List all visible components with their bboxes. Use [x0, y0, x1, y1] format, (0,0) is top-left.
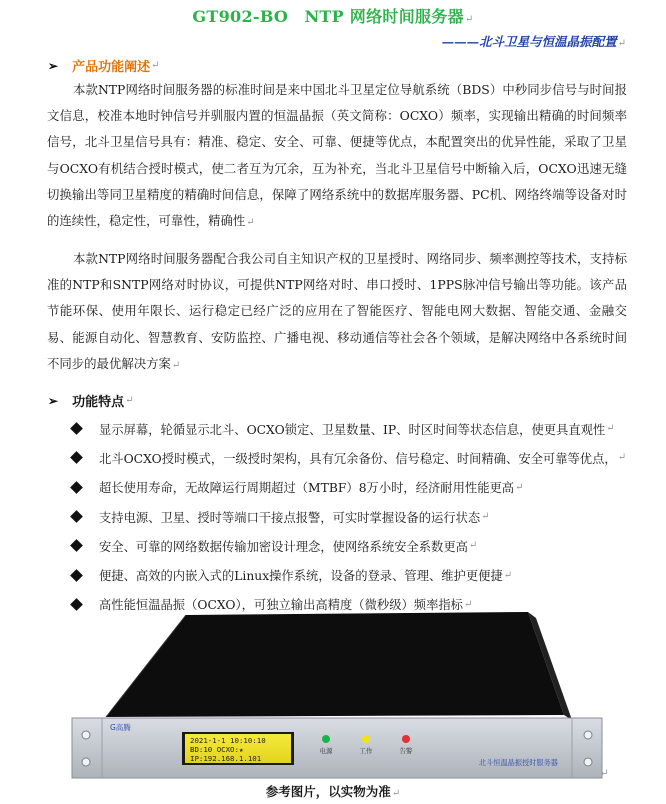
alarm-led-label: 告警 — [399, 747, 413, 755]
feature-text: 超长使用寿命，无故障运行周期超过（MTBF）8万小时，经济耐用性能更高 — [99, 481, 515, 496]
feature-text: 高性能恒温晶振（OCXO），可独立输出高精度（微秒级）频率指标 — [99, 598, 463, 613]
list-item — [70, 560, 626, 589]
paragraph-mark-icon: ↵ — [464, 14, 474, 25]
paragraph-mark-icon: ↵ — [617, 38, 626, 49]
diamond-bullet-icon — [70, 598, 83, 611]
alarm-led-icon — [402, 735, 410, 743]
features-heading-text: 功能特点 — [72, 395, 125, 410]
paragraph-mark-icon: ↵ — [600, 768, 609, 779]
rack-hole-icon — [82, 731, 90, 739]
caption-text: 参考图片，以实物为准 — [265, 784, 391, 799]
paragraph-mark-icon: ↵ — [503, 569, 513, 581]
feature-list — [70, 414, 626, 619]
device-photo — [66, 612, 609, 782]
diamond-bullet-icon — [70, 539, 83, 552]
list-item — [70, 473, 626, 502]
paragraph-mark-icon: ↵ — [617, 452, 627, 464]
paragraph-intro-text: 本款NTP网络时间服务器的标准时间是来中国北斗卫星定位导航系统（BDS）中秒同步信号与时间报文信息，校准本地时钟信号并驯服内置的恒温晶振（英文简称：OCXO）频率，实现输出精确的时间频率信号，北斗卫星信号具有：精准、稳定、安全、可靠、便捷等优点，本配置突出的优异性能，采取了卫星与OCXO有机结合授时模式，使二者互为冗余，互为补充，当北斗卫星信号中断输入后，OCXO迅速无缝切换输出等同卫星精度的精确时间信息，保障了网络系统中的数据库服务器、PC机、网络终端等设备对时的连续性，稳定性，可靠性，精确性 — [47, 82, 627, 229]
work-led-icon — [362, 735, 370, 743]
lcd-line-1: 2021-1-1 10:10:10 — [190, 736, 266, 745]
diamond-bullet-icon — [70, 481, 83, 494]
paragraph-mark-icon: ↵ — [171, 359, 181, 371]
rack-hole-icon — [584, 731, 592, 739]
paragraph-mark-icon: ↵ — [515, 481, 524, 493]
diamond-bullet-icon — [70, 510, 83, 523]
power-led-label: 电源 — [319, 747, 333, 755]
feature-text: 便捷、高效的内嵌入式的Linux操作系统，设备的登录、管理、维护更便捷 — [99, 569, 503, 584]
brand-logo: G高腾 — [110, 723, 131, 732]
lcd-line-3: IP:192.168.1.101 — [190, 754, 262, 763]
feature-text: 显示屏幕，轮循显示北斗、OCXO锁定、卫星数量、IP、时区时间等状态信息，使更具直观性 — [99, 422, 606, 437]
section-heading-features — [48, 391, 133, 410]
subtitle-text: ———北斗卫星与恒温晶振配置 — [441, 34, 617, 49]
feature-text: 安全、可靠的网络数据传输加密设计理念，使网络系统安全系数更高 — [99, 539, 468, 554]
figure-caption — [0, 782, 666, 800]
feature-text: 支持电源、卫星、授时等端口干接点报警，可实时掌握设备的运行状态 — [99, 510, 481, 525]
list-item — [70, 502, 626, 531]
overview-heading-text: 产品功能阐述 — [72, 60, 151, 75]
page-subtitle — [442, 32, 626, 50]
paragraph-mark-icon: ↵ — [468, 540, 478, 552]
diamond-bullet-icon — [70, 452, 83, 465]
front-panel — [72, 718, 602, 778]
paragraph-mark-icon: ↵ — [125, 395, 134, 406]
paragraph-mark-icon: ↵ — [391, 788, 401, 799]
diamond-bullet-icon — [70, 422, 83, 435]
paragraph-mark-icon: ↵ — [151, 60, 160, 71]
paragraph-mark-icon: ↵ — [463, 598, 473, 610]
feature-text: 北斗OCXO授时模式，一级授时架构，具有冗余备份、信号稳定、时间精确、安全可靠等优点， — [99, 451, 617, 466]
rack-hole-icon — [82, 758, 90, 766]
lcd-line-2: BD:10 OCXO:★ — [190, 745, 244, 754]
title-text: GT902-BO NTP 网络时间服务器 — [192, 7, 464, 26]
chassis-top — [106, 612, 564, 717]
device-product-name: 北斗恒温晶振授时服务器 — [478, 758, 558, 767]
paragraph-mark-icon: ↵ — [606, 423, 615, 435]
power-led-icon — [322, 735, 330, 743]
page-title — [0, 4, 666, 27]
paragraph-applications — [47, 246, 627, 379]
diamond-bullet-icon — [70, 569, 83, 582]
list-item — [70, 531, 626, 560]
arrow-bullet-icon: ➢ — [48, 58, 59, 73]
list-item — [70, 443, 626, 472]
list-item — [70, 414, 626, 443]
paragraph-intro — [47, 77, 627, 236]
rack-hole-icon — [584, 758, 592, 766]
paragraph-mark-icon: ↵ — [246, 217, 255, 229]
section-heading-overview — [48, 56, 159, 75]
paragraph-applications-text: 本款NTP网络时间服务器配合我公司自主知识产权的卫星授时、网络同步、频率测控等技术，支持标准的NTP和SNTP网络对时协议，可提供NTP网络对时、串口授时、1PPS脉冲信号输出等功能。该产品节能环保、使用年限长、运行稳定已经广泛的应用在了智能医疗、智能电网大数据、智能交通、金融交易、能源自动化、智慧教育、安防监控、广播电视、移动通信等社会各个领域，是解决网络中各系统时间不同步的最优解决方案 — [47, 251, 627, 371]
paragraph-mark-icon: ↵ — [481, 511, 490, 523]
work-led-label: 工作 — [359, 747, 373, 755]
arrow-bullet-icon: ➢ — [48, 393, 59, 408]
